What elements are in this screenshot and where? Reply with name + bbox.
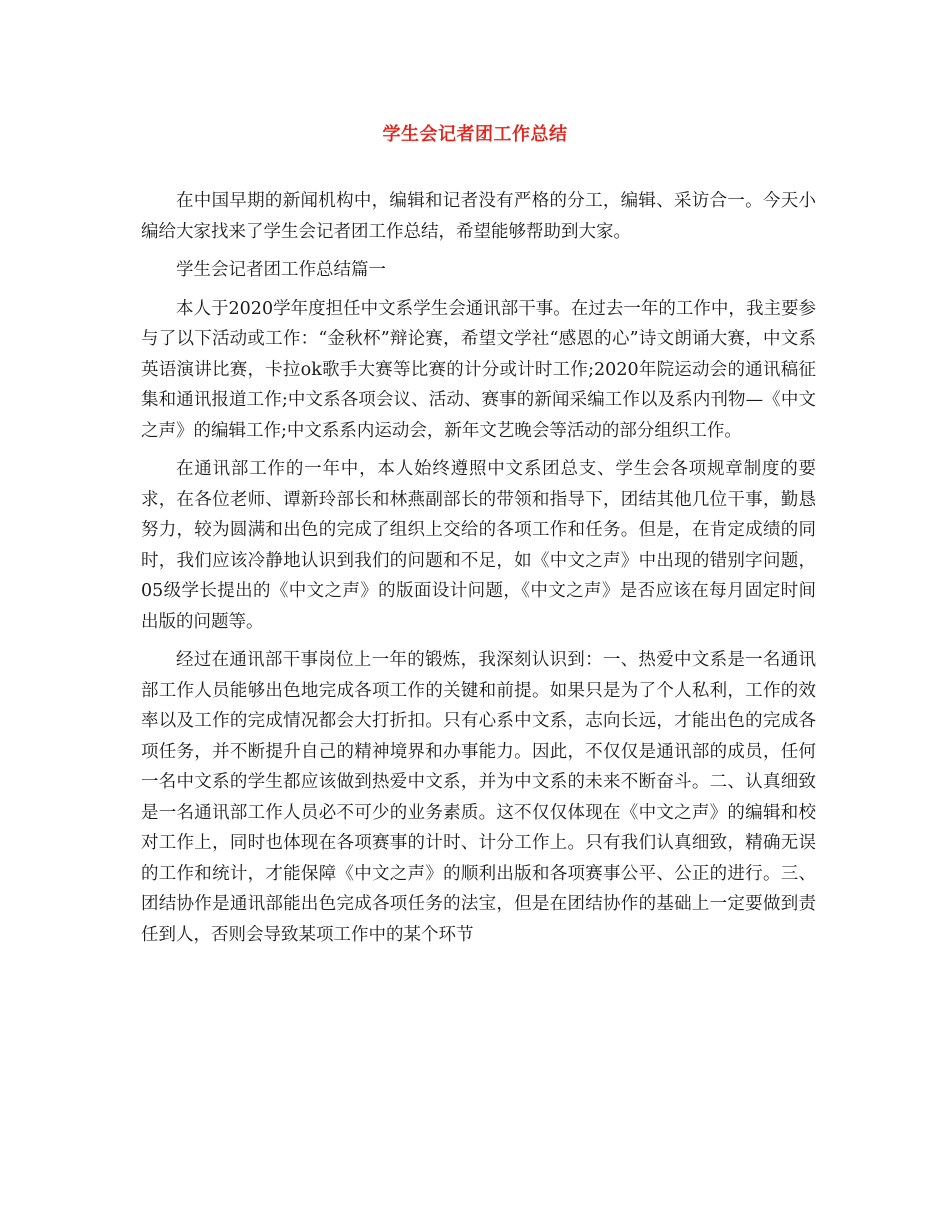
body-paragraph: 经过在通讯部干事岗位上一年的锻炼，我深刻认识到：一、热爱中文系是一名通讯部工作人员能够出色地完成各项工作的关键和前提。如果只是为了个人私利，工作的效率以及工作的完成情况都会大打折扣。只有心系中文系，志向长远，才能出色的完成各项任务，并不断提升自己的精神境界和办事能力。因此，不仅仅是通讯部的成员，任何一名中文系的学生都应该做到热爱中文系，并为中文系的未来不断奋斗。二、认真细致是一名通讯部工作人员必不可少的业务素质。这不仅仅体现在《中文之声》的编辑和校对工作上，同时也体现在各项赛事的计时、计分工作上。只有我们认真细致，精确无误的工作和统计，才能保障《中文之声》的顺利出版和各项赛事公平、公正的进行。三、团结协作是通讯部能出色完成各项任务的法宝，但是在团结协作的基础上一定要做到责任到人，否则会导致某项工作中的某个环节	[141, 650, 816, 945]
section-heading: 学生会记者团工作总结篇一	[176, 260, 386, 280]
body-paragraph: 本人于2020学年度担任中文系学生会通讯部干事。在过去一年的工作中，我主要参与了以下活动或工作：“金秋杯”辩论赛，希望文学社“感恩的心”诗文朗诵大赛，中文系英语演讲比赛，卡拉ok歌手大赛等比赛的计分或计时工作;2020年院运动会的通讯稿征集和通讯报道工作;中文系各项会议、活动、赛事的新闻采编工作以及系内刊物—《中文之声》的编辑工作;中文系系内运动会，新年文艺晚会等活动的部分组织工作。	[141, 298, 816, 441]
document-body	[141, 186, 816, 958]
intro-paragraph: 在中国早期的新闻机构中，编辑和记者没有严格的分工，编辑、采访合一。今天小编给大家找来了学生会记者团工作总结，希望能够帮助到大家。	[141, 191, 816, 242]
body-paragraph: 在通讯部工作的一年中，本人始终遵照中文系团总支、学生会各项规章制度的要求，在各位老师、谭新玲部长和林燕副部长的带领和指导下，团结其他几位干事，勤恳努力，较为圆满和出色的完成了组织上交给的各项工作和任务。但是，在肯定成绩的同时，我们应该冷静地认识到我们的问题和不足，如《中文之声》中出现的错别字问题，05级学长提出的《中文之声》的版面设计问题，《中文之声》是否应该在每月固定时间出版的问题等。	[141, 459, 816, 632]
document-title: 学生会记者团工作总结	[382, 124, 568, 145]
